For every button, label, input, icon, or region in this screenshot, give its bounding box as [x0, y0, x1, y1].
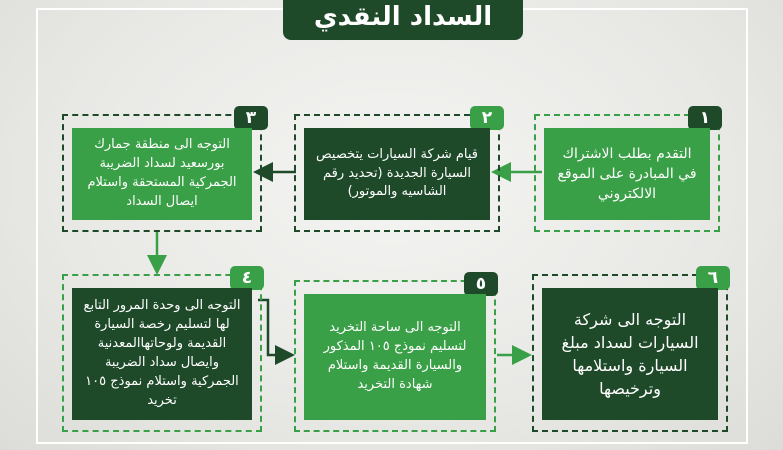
step-2-number: ٢ — [470, 106, 504, 130]
step-5 — [294, 274, 496, 432]
step-1-number: ١ — [688, 106, 722, 130]
step-4-number: ٤ — [230, 266, 264, 290]
diagram-title: السداد النقدي — [283, 0, 523, 40]
step-2-text: قيام شركة السيارات يتخصيص السيارة الجديدة (تحديد رقم الشاسيه والموتور) — [304, 128, 490, 220]
step-5-text: التوجه الى ساحة التخريد لتسليم نموذج ١٠٥ المذكور والسيارة القديمة واستلام شهادة التخريد — [304, 294, 486, 420]
step-3-text: التوجه الى منطقة جمارك بورسعيد لسداد الضريبة الجمركية المستحقة واستلام ايصال السداد — [72, 128, 252, 220]
step-2 — [294, 108, 500, 232]
step-3-number: ٣ — [234, 106, 268, 130]
step-5-number: ٥ — [464, 272, 498, 296]
step-6-number: ٦ — [696, 266, 730, 290]
step-1-text: التقدم بطلب الاشتراك في المبادرة على الموقع الالكتروني — [544, 128, 710, 220]
step-4-text: التوجه الى وحدة المرور التابع لها لتسليم رخصة السيارة القديمة ولوحاتهاالمعدنية وايصال سداد الضريبة الجمركية واستلام نموذج ١٠٥ تخريد — [72, 288, 252, 420]
step-3 — [62, 108, 262, 232]
step-6 — [532, 268, 728, 432]
step-6-text: التوجه الى شركة السيارات لسداد مبلغ السيارة واستلامها وترخيصها — [542, 288, 718, 420]
step-1 — [534, 108, 720, 232]
arrow-4-to-5 — [258, 300, 290, 355]
step-4 — [62, 268, 262, 432]
